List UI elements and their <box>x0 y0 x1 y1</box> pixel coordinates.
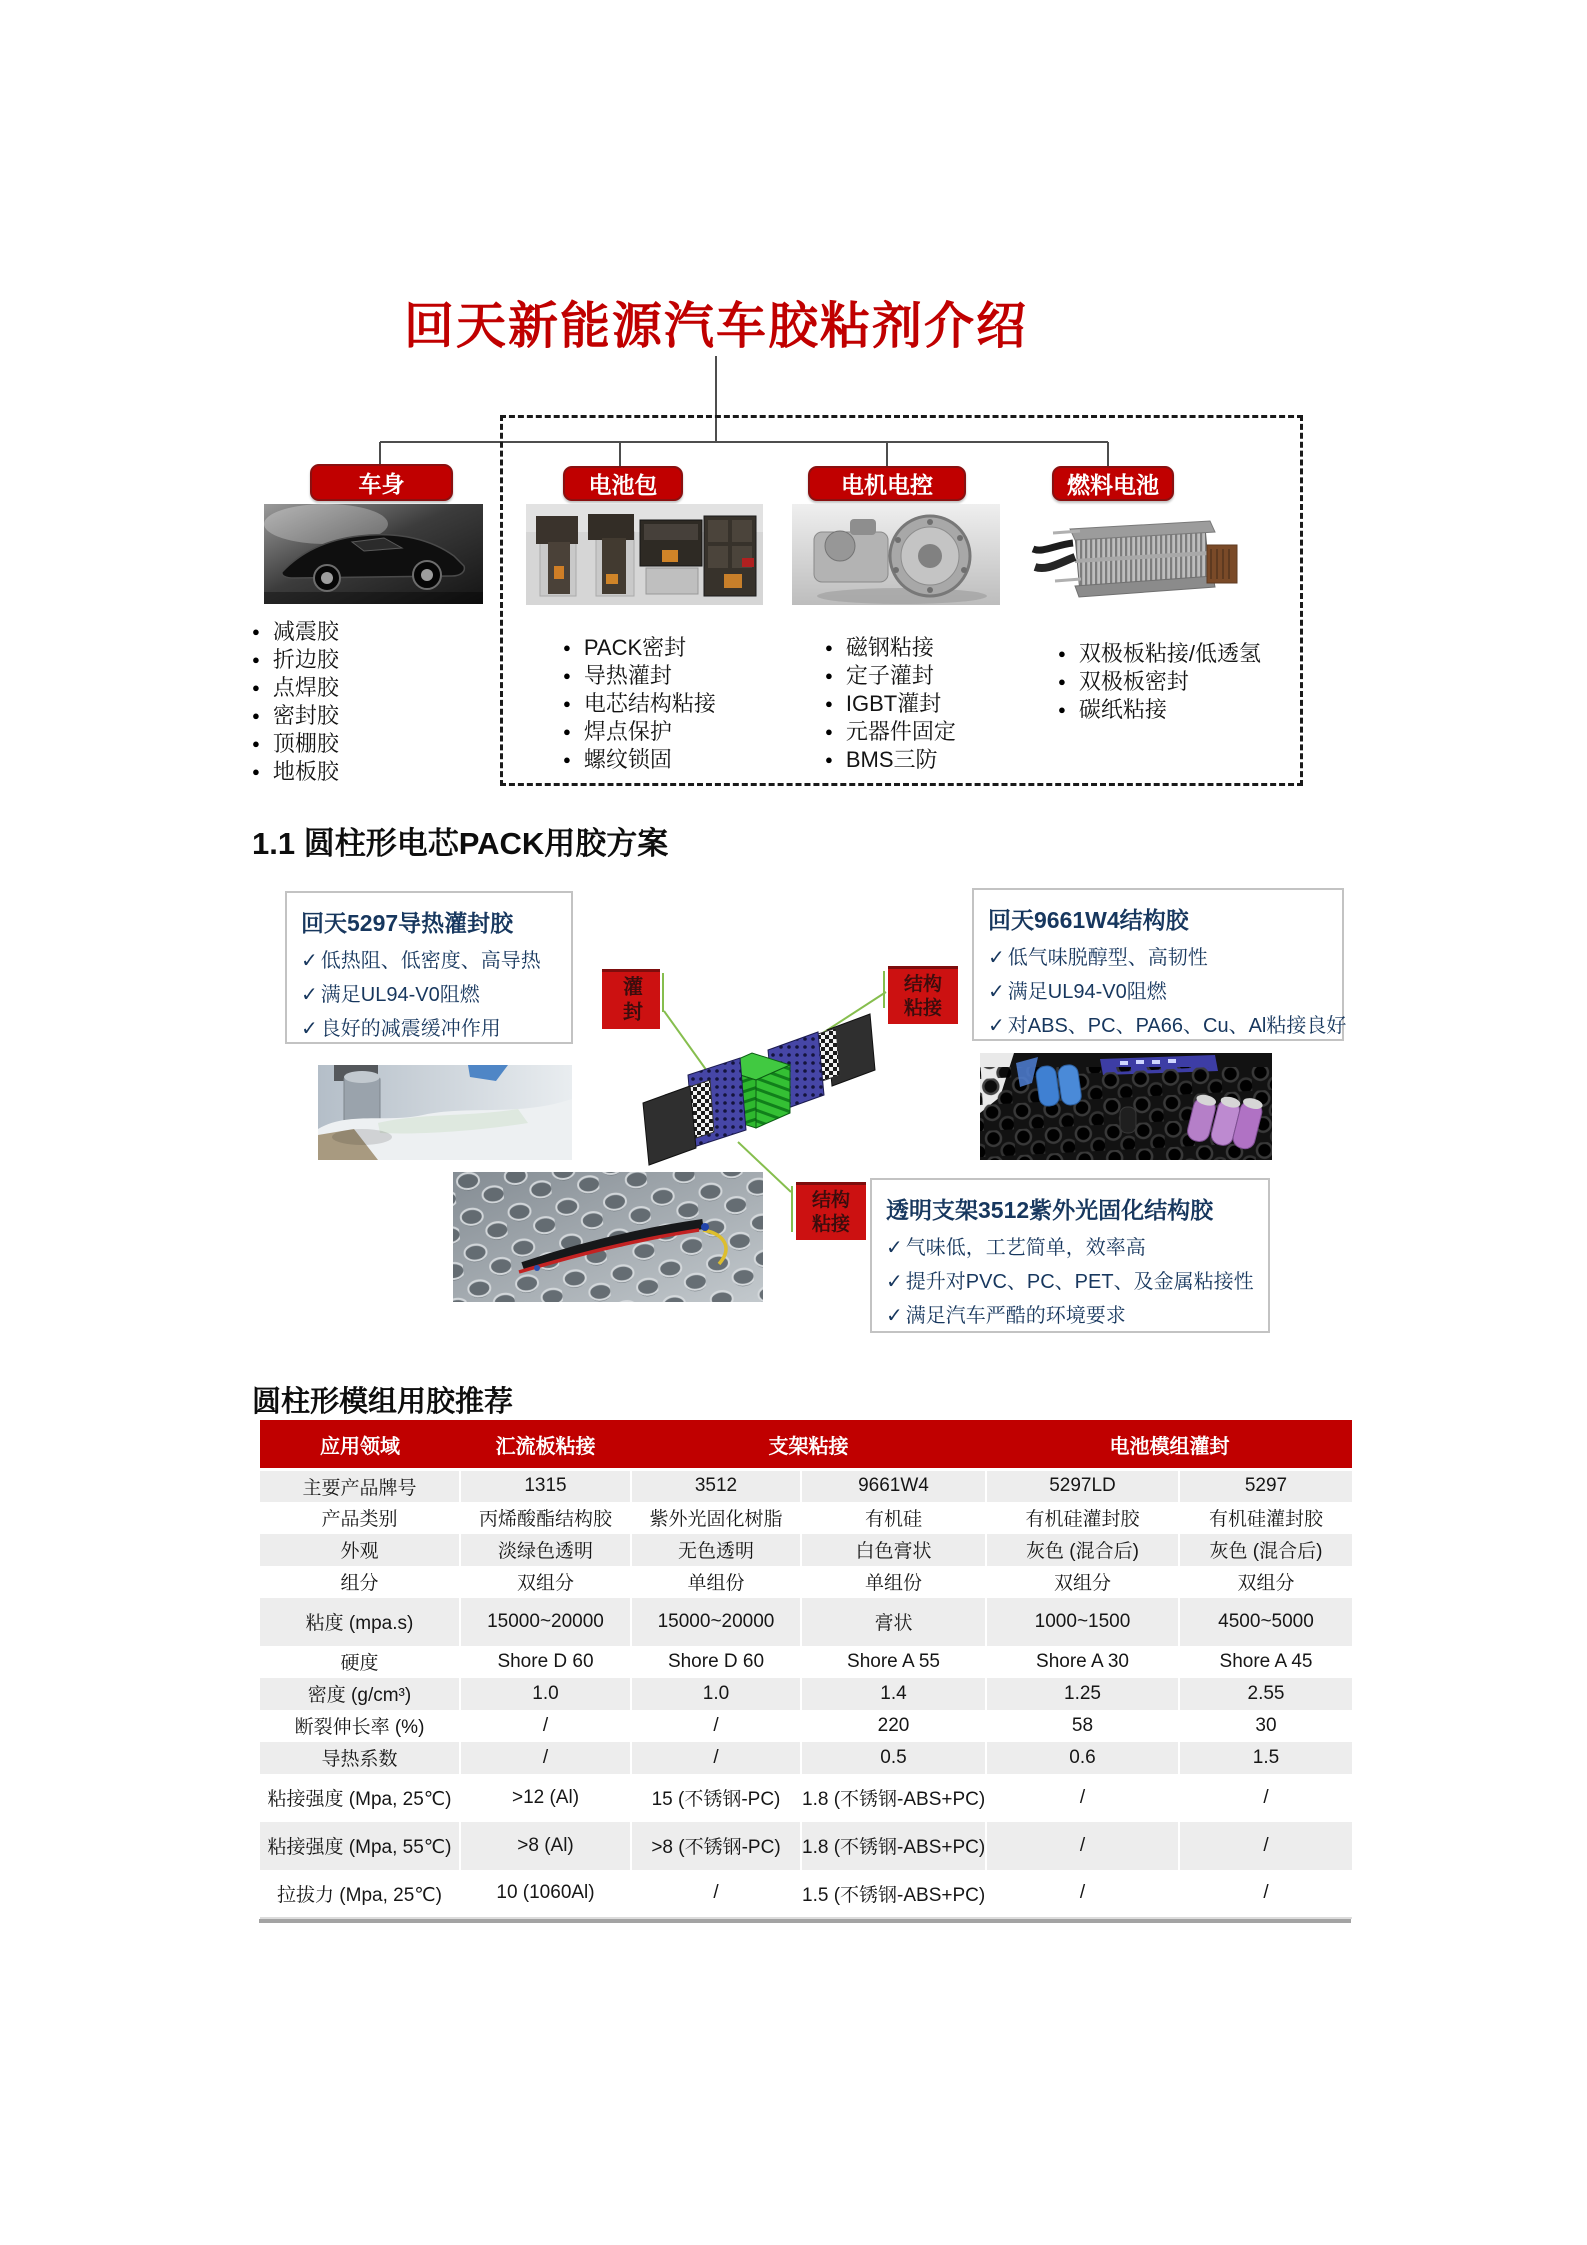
check-icon: ✓ <box>988 981 1005 1003</box>
callout-points <box>301 944 557 1046</box>
row-label: 拉拔力 (Mpa, 25℃) <box>260 1870 460 1918</box>
table-cell: 0.6 <box>986 1742 1179 1774</box>
item-text: 低热阻、低密度、高导热 <box>320 950 541 972</box>
bullet-icon: ● <box>825 751 833 767</box>
table-cell: / <box>460 1742 631 1774</box>
item-text: 低气味脱醇型、高韧性 <box>1007 947 1208 969</box>
table-cell: Shore D 60 <box>460 1646 631 1678</box>
table-row <box>260 1870 1352 1918</box>
tag-text: 结构粘接 <box>903 973 942 1019</box>
table-cell: 10 (1060Al) <box>460 1870 631 1918</box>
table-cell: / <box>1179 1822 1352 1870</box>
table-cell: 1.5 <box>1179 1742 1352 1774</box>
table-cell: Shore D 60 <box>631 1646 801 1678</box>
table-cell: Shore A 55 <box>801 1646 986 1678</box>
col-header: 电池模组灌封 <box>986 1420 1352 1470</box>
callout-title: 回天9661W4结构胶 <box>988 907 1189 933</box>
list-item <box>825 744 956 772</box>
row-label: 粘接强度 (Mpa, 25℃) <box>267 1789 452 1810</box>
table-cell: 4500~5000 <box>1179 1598 1352 1646</box>
table-row <box>260 1710 1352 1742</box>
list-item <box>1058 694 1261 722</box>
potting-application-photo <box>318 1065 572 1160</box>
callout-3512 <box>870 1178 1270 1333</box>
item-text: 磁钢粘接 <box>845 634 934 660</box>
item-text: 双极板粘接/低透氢 <box>1078 640 1261 666</box>
table-cell: 220 <box>801 1710 986 1742</box>
table-cell: 紫外光固化树脂 <box>631 1502 801 1534</box>
check-icon: ✓ <box>988 1015 1005 1037</box>
table-cell: / <box>631 1742 801 1774</box>
table-cell: 15 (不锈钢-PC) <box>631 1774 801 1822</box>
check-icon: ✓ <box>301 1018 318 1040</box>
check-icon: ✓ <box>886 1271 903 1293</box>
item-text: 点焊胶 <box>272 674 339 700</box>
item-text: 减震胶 <box>272 618 339 644</box>
bullet-icon: ● <box>252 735 260 751</box>
table-cell: / <box>631 1710 801 1742</box>
busbar-bonding-photo <box>453 1172 763 1302</box>
callout-title: 回天5297导热灌封胶 <box>301 910 514 936</box>
table-row <box>260 1774 1352 1822</box>
table-cell: / <box>1179 1774 1352 1822</box>
category-label-body: 车身 <box>310 464 453 501</box>
tag-potting: 灌封 <box>602 969 660 1029</box>
table-row <box>260 1598 1352 1646</box>
table-cell: 无色透明 <box>631 1534 801 1566</box>
feature-point <box>301 1012 557 1046</box>
list-item <box>563 660 716 688</box>
item-text: 密封胶 <box>272 702 339 728</box>
table-cell: 15000~20000 <box>460 1598 631 1646</box>
table-row <box>260 1502 1352 1534</box>
callout-5297 <box>285 891 573 1044</box>
list-item <box>252 672 339 700</box>
list-item <box>252 728 339 756</box>
motor-controller-image <box>792 504 1000 605</box>
row-label: 组分 <box>340 1573 379 1594</box>
callout-title: 透明支架3512紫外光固化结构胶 <box>886 1197 1214 1223</box>
bullet-icon: ● <box>1058 673 1066 689</box>
feature-point <box>988 941 1328 975</box>
table-cell: 58 <box>986 1710 1179 1742</box>
feature-point <box>301 944 557 978</box>
bullet-icon: ● <box>252 707 260 723</box>
list-item <box>825 716 956 744</box>
feature-point <box>301 978 557 1012</box>
bullet-icon: ● <box>1058 645 1066 661</box>
row-label: 产品类别 <box>321 1509 398 1530</box>
table-cell: 双组分 <box>1179 1566 1352 1598</box>
table-cell: / <box>631 1870 801 1918</box>
item-text: 元器件固定 <box>845 718 956 744</box>
item-text: 满足UL94-V0阻燃 <box>320 984 480 1006</box>
bullet-icon: ● <box>825 695 833 711</box>
list-item <box>563 716 716 744</box>
item-text: 地板胶 <box>272 758 339 784</box>
item-text: 顶棚胶 <box>272 730 339 756</box>
table-cell: 3512 <box>631 1470 801 1502</box>
check-icon: ✓ <box>886 1237 903 1259</box>
table-cell: / <box>986 1774 1179 1822</box>
item-text: 定子灌封 <box>845 662 934 688</box>
check-icon: ✓ <box>301 984 318 1006</box>
col-header: 支架粘接 <box>631 1420 986 1470</box>
feature-point <box>886 1231 1254 1265</box>
list-item <box>252 616 339 644</box>
list-item <box>563 688 716 716</box>
list-item <box>252 644 339 672</box>
table-cell: >12 (Al) <box>460 1774 631 1822</box>
bullet-icon: ● <box>252 623 260 639</box>
table-cell: 灰色 (混合后) <box>1179 1534 1352 1566</box>
tag-structural-bonding-bottom <box>796 1182 866 1240</box>
item-text: 折边胶 <box>272 646 339 672</box>
category-list-body <box>252 616 339 784</box>
table-cell: 丙烯酸酯结构胶 <box>460 1502 631 1534</box>
bullet-icon: ● <box>563 695 571 711</box>
category-label-fuel-cell: 燃料电池 <box>1052 466 1174 501</box>
table-cell: 1.25 <box>986 1678 1179 1710</box>
table-cell: 30 <box>1179 1710 1352 1742</box>
item-text: 气味低，工艺简单，效率高 <box>905 1237 1146 1259</box>
battery-module-exploded-diagram <box>633 1003 967 1179</box>
table-cell: Shore A 45 <box>1179 1646 1352 1678</box>
item-text: 良好的减震缓冲作用 <box>320 1018 501 1040</box>
table-cell: 1000~1500 <box>986 1598 1179 1646</box>
spec-table <box>259 1420 1352 1919</box>
col-header: 应用领域 <box>260 1420 460 1470</box>
category-list-motor-control <box>825 632 956 772</box>
item-text: 螺纹锁固 <box>583 746 672 772</box>
item-text: 焊点保护 <box>583 718 672 744</box>
check-icon: ✓ <box>988 947 1005 969</box>
bullet-icon: ● <box>825 639 833 655</box>
table-cell: 灰色 (混合后) <box>986 1534 1179 1566</box>
table-row <box>260 1566 1352 1598</box>
row-label: 密度 (g/cm³) <box>307 1685 412 1706</box>
table-row <box>260 1822 1352 1870</box>
table-cell: 淡绿色透明 <box>460 1534 631 1566</box>
page-title: 回天新能源汽车胶粘剂介绍 <box>404 298 1028 354</box>
table-title: 圆柱形模组用胶推荐 <box>252 1386 514 1418</box>
table-cell: / <box>1179 1870 1352 1918</box>
row-label: 硬度 <box>340 1653 379 1674</box>
table-row <box>260 1742 1352 1774</box>
fuel-cell-stack-image <box>1025 505 1260 611</box>
table-cell: 白色膏状 <box>801 1534 986 1566</box>
spec-table-container <box>259 1420 1351 1923</box>
row-label: 主要产品牌号 <box>302 1477 417 1499</box>
list-item <box>825 688 956 716</box>
item-text: 对ABS、PC、PA66、Cu、Al粘接良好 <box>1007 1015 1347 1037</box>
table-cell: 5297LD <box>986 1470 1179 1502</box>
row-label: 粘度 (mpa.s) <box>305 1613 414 1634</box>
callout-points <box>988 941 1347 1043</box>
category-label-battery-pack: 电池包 <box>563 466 683 501</box>
bullet-icon: ● <box>825 667 833 683</box>
list-item <box>563 632 716 660</box>
bullet-icon: ● <box>252 763 260 779</box>
table-cell: / <box>986 1870 1179 1918</box>
table-row <box>260 1470 1352 1502</box>
table-cell: 1.8 (不锈钢-ABS+PC) <box>801 1822 986 1870</box>
bullet-icon: ● <box>252 679 260 695</box>
list-item <box>252 700 339 728</box>
table-cell: 0.5 <box>801 1742 986 1774</box>
item-text: 提升对PVC、PC、PET、及金属粘接性 <box>905 1271 1254 1293</box>
battery-pack-image <box>526 504 763 605</box>
table-cell: 1.8 (不锈钢-ABS+PC) <box>801 1774 986 1822</box>
table-cell: / <box>986 1822 1179 1870</box>
bullet-icon: ● <box>563 723 571 739</box>
row-label: 断裂伸长率 (%) <box>294 1717 425 1738</box>
table-cell: 5297 <box>1179 1470 1352 1502</box>
table-cell: 1.5 (不锈钢-ABS+PC) <box>801 1870 986 1918</box>
item-text: 电芯结构粘接 <box>583 690 716 716</box>
callout-points <box>886 1231 1254 1333</box>
list-item <box>252 756 339 784</box>
list-item <box>1058 666 1261 694</box>
bullet-icon: ● <box>252 651 260 667</box>
table-cell: 2.55 <box>1179 1678 1352 1710</box>
category-list-fuel-cell <box>1058 638 1261 722</box>
feature-point <box>886 1299 1254 1333</box>
item-text: 满足UL94-V0阻燃 <box>1007 981 1167 1003</box>
table-row <box>260 1534 1352 1566</box>
category-list-battery-pack <box>563 632 716 772</box>
bullet-icon: ● <box>563 667 571 683</box>
table-cell: 双组分 <box>460 1566 631 1598</box>
table-cell: 9661W4 <box>801 1470 986 1502</box>
table-cell: 1315 <box>460 1470 631 1502</box>
table-cell: 单组份 <box>801 1566 986 1598</box>
spec-table-body <box>260 1470 1352 1918</box>
car-body-image <box>264 504 483 604</box>
table-row <box>260 1646 1352 1678</box>
row-label: 导热系数 <box>321 1749 398 1770</box>
section-heading: 1.1 圆柱形电芯PACK用胶方案 <box>252 826 669 861</box>
header-row <box>260 1420 1352 1470</box>
callout-9661w4 <box>972 888 1347 1041</box>
table-cell: / <box>460 1710 631 1742</box>
table-row <box>260 1678 1352 1710</box>
table-cell: 单组份 <box>631 1566 801 1598</box>
check-icon: ✓ <box>886 1305 903 1327</box>
row-label: 粘接强度 (Mpa, 55℃) <box>267 1837 452 1858</box>
table-cell: 有机硅灌封胶 <box>1179 1502 1352 1534</box>
bullet-icon: ● <box>563 639 571 655</box>
list-item <box>825 632 956 660</box>
table-cell: 膏状 <box>801 1598 986 1646</box>
item-text: 满足汽车严酷的环境要求 <box>905 1305 1126 1327</box>
list-item <box>1058 638 1261 666</box>
feature-point <box>988 975 1328 1009</box>
list-item <box>563 744 716 772</box>
item-text: IGBT灌封 <box>845 690 942 716</box>
table-cell: 1.0 <box>460 1678 631 1710</box>
item-text: BMS三防 <box>845 746 938 772</box>
tag-text: 结构粘接 <box>811 1189 850 1235</box>
table-cell: 有机硅 <box>801 1502 986 1534</box>
battery-tray-photo <box>980 1053 1272 1160</box>
col-header: 汇流板粘接 <box>460 1420 631 1470</box>
spec-table-header <box>260 1420 1352 1470</box>
item-text: 导热灌封 <box>583 662 672 688</box>
table-cell: 双组分 <box>986 1566 1179 1598</box>
table-cell: >8 (不锈钢-PC) <box>631 1822 801 1870</box>
bullet-icon: ● <box>563 751 571 767</box>
table-cell: 1.0 <box>631 1678 801 1710</box>
row-label: 外观 <box>340 1541 379 1562</box>
check-icon: ✓ <box>301 950 318 972</box>
bullet-icon: ● <box>825 723 833 739</box>
bullet-icon: ● <box>1058 701 1066 717</box>
feature-point <box>886 1265 1254 1299</box>
list-item <box>825 660 956 688</box>
table-cell: >8 (Al) <box>460 1822 631 1870</box>
table-cell: 15000~20000 <box>631 1598 801 1646</box>
item-text: 双极板密封 <box>1078 668 1189 694</box>
table-cell: 有机硅灌封胶 <box>986 1502 1179 1534</box>
feature-point <box>988 1009 1347 1043</box>
table-cell: 1.4 <box>801 1678 986 1710</box>
table-cell: Shore A 30 <box>986 1646 1179 1678</box>
item-text: PACK密封 <box>583 634 687 660</box>
item-text: 碳纸粘接 <box>1078 696 1167 722</box>
category-label-motor-control: 电机电控 <box>808 466 966 501</box>
